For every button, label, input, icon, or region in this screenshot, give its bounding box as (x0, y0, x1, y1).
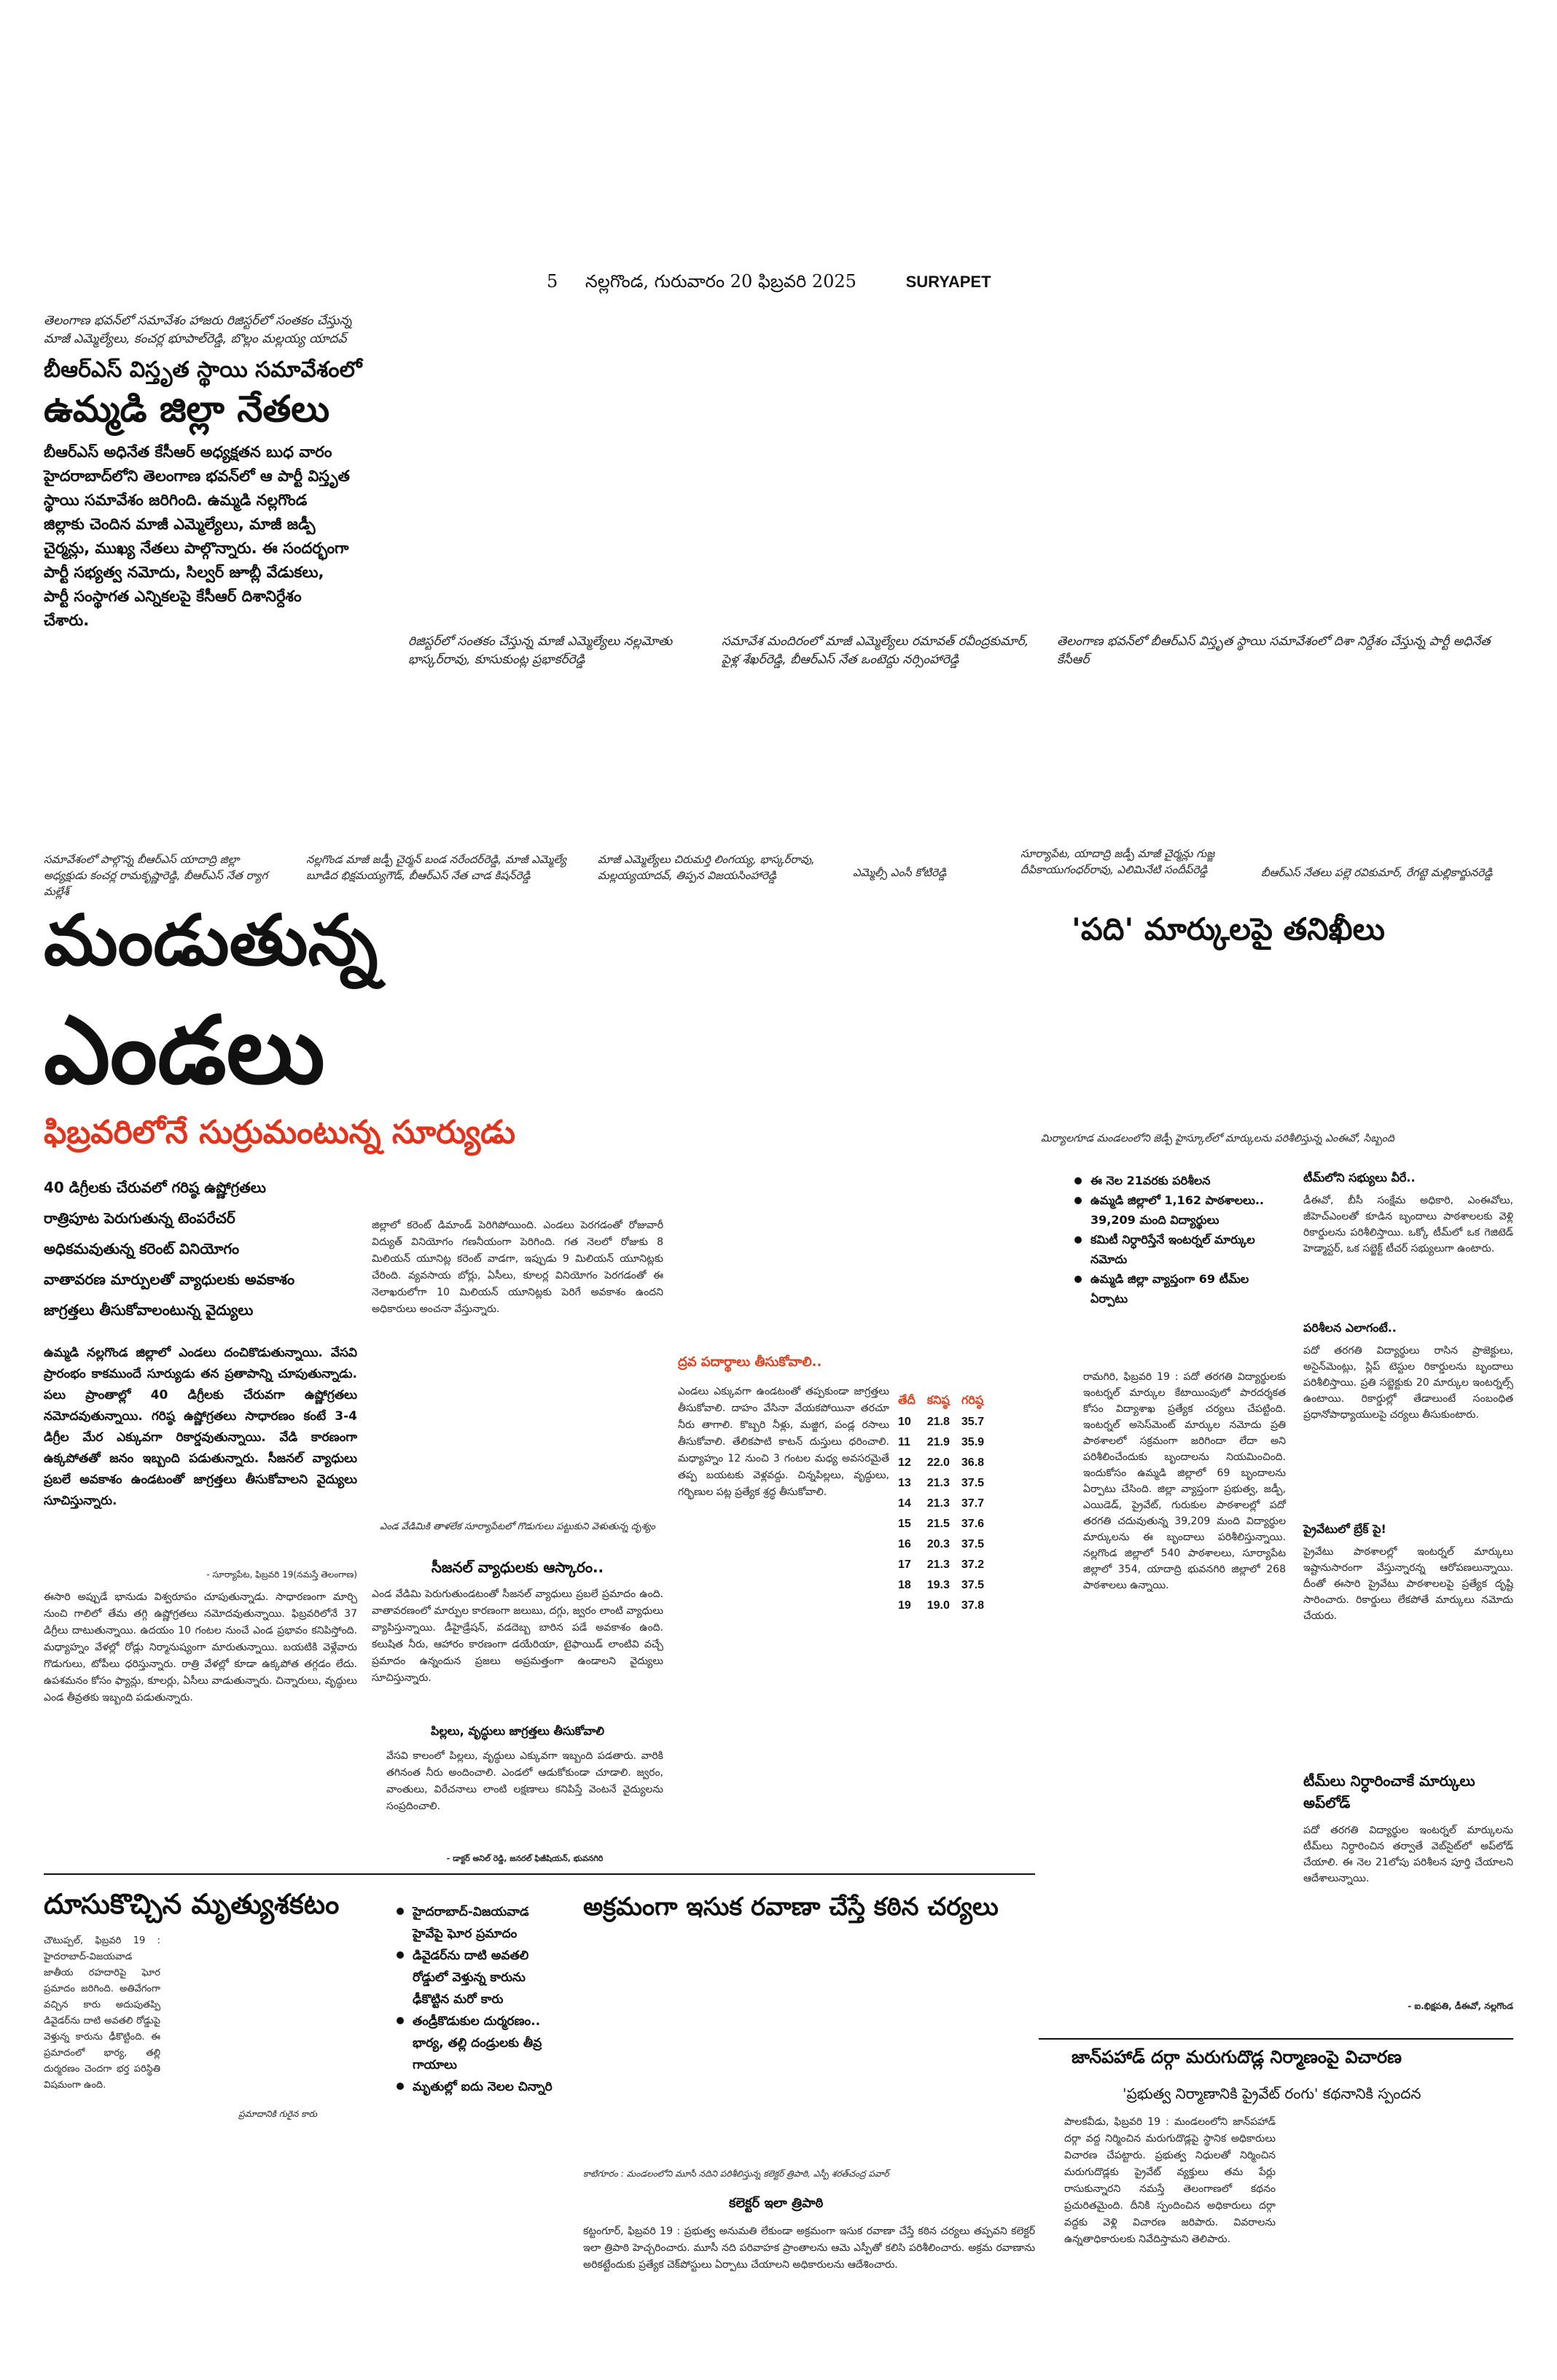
temp-table-header: తేదీ (898, 1394, 916, 1407)
temp-table-cell: 21.3 (926, 1558, 950, 1571)
temp-table-cell: 18 (898, 1579, 911, 1591)
temp-table-row (898, 1579, 996, 1599)
brs-lead-caption: తెలంగాణ భవన్‌లో సమావేశం హాజరు రిజిస్టర్‌లో సంతకం చేస్తున్న మాజీ ఎమ్మెల్యేలు, కంచర్ల భూపాల్‌రెడ్డి, బొల్లం మల్లయ్య యాదవ్ (44, 313, 352, 346)
temp-table-row (898, 1599, 996, 1620)
exams-bullet-2: ఉమ్మడి జిల్లాలో 1,162 పాఠశాలలు.. 39,209 మంది విద్యార్థులు (1072, 1190, 1283, 1230)
page-folio (547, 271, 991, 296)
exams-body: రామగిరి, ఫిబ్రవరి 19 : పదో తరగతి విద్యార్థులకు ఇంటర్నల్ మార్కుల కేటాయింపులో పారదర్శకత కోసం విద్యాశాఖ ప్రత్యేక చర్యలు చేపట్టింది. ఇంటర్నల్ అసెస్‌మెంట్ మార్కుల నమోదు ప్రతి పాఠశాలలో సక్రమంగా జరిగిందా లేదా అని పరిశీలించేందుకు బృందాలను నియమించింది. ఇందుకోసం ఉమ్మడి జిల్లాలో 69 బృందాలను ఏర్పాటు చేసింది. జిల్లా వ్యాప్తంగా ప్రభుత్వ, జడ్పీ, ఎయిడెడ్, ప్రైవేట్, గురుకుల పాఠశాలల్లో పదో తరగతి చదువుతున్న 39,209 మంది విద్యార్థుల మార్కులను ఈ బృందాలు పరిశీలిస్తున్నాయి. నల్లగొండ జిల్లాలో 540 పాఠశాలలు, సూర్యాపేట జిల్లాలో 354, యాదాద్రి భువనగిరి జిల్లాలో 268 పాఠశాలలు ఉన్నాయి. (1083, 1371, 1286, 1591)
sand-subhead: కలెక్టర్ ఇలా త్రిపాఠి (729, 2196, 824, 2211)
sand-headline: అక్రమంగా ఇసుక రవాణా చేస్తే కఠిన చర్యలు (583, 1892, 999, 1921)
exams-bullet-3: కమిటీ నిర్ధారిస్తేనే ఇంటర్నల్ మార్కుల నమోదు (1072, 1230, 1283, 1269)
dateline: నల్లగొండ, గురువారం 20 ఫిబ్రవరి 2025 (585, 271, 856, 292)
brs-row-caption-2: నల్లగొండ మాజీ జడ్పీ చైర్మన్ బండ నరేందర్‌రెడ్డి, మాజీ ఎమ్మెల్యే బూడిద భిక్షమయ్యగౌడ్, బీఆర్ఎస్ నేత చాడ కిషన్‌రెడ్డి (306, 853, 566, 882)
page-number: 5 (547, 271, 558, 292)
liquids-head: ద్రవ పదార్థాలు తీసుకోవాలి.. (678, 1354, 822, 1370)
temp-table-cell: 35.7 (961, 1416, 985, 1428)
temp-table-cell: 21.8 (926, 1416, 950, 1428)
accident-bullet-1: హైదరాబాద్-విజయవాడ హైవేపై ఘోర ప్రమాదం (394, 1901, 561, 1945)
accident-body: చౌటుప్పల్, ఫిబ్రవరి 19 : హైదరాబాద్-విజయవాడ జాతీయ రహదారిపై ఘోర ప్రమాదం జరిగింది. అతివేగంగా వచ్చిన కారు అదుపుతప్పి డివైడర్‌ను దాటి అవతలి రోడ్డుపై వెళ్తున్న కారును ఢీకొట్టింది. ఈ ప్రమాదంలో భార్య, తల్లి దుర్మరణం చెందగా భర్త పరిస్థితి విషమంగా ఉంది. (44, 1935, 160, 2091)
brs-row-caption-5: సూర్యాపేట, యాదాద్రి జడ్పీ మాజీ చైర్మన్లు గుజ్జ దీపికాయుగంధర్‌రావు, ఎలిమినేటి సందీప్‌రెడ్డి (1021, 847, 1215, 876)
temp-table-cell: 19.0 (926, 1599, 950, 1612)
exams-photo (1039, 962, 1513, 1123)
temp-table-cell: 19 (898, 1599, 911, 1612)
temp-table-row (898, 1416, 996, 1436)
temp-table-cell: 37.6 (961, 1518, 985, 1530)
temp-table-row (898, 1558, 996, 1579)
dargah-divider (1039, 2038, 1513, 2040)
accident-bullet-3: తండ్రీకొడుకుల దుర్మరణం.. భార్య, తల్లి దండ్రులకు తీవ్ర గాయాలు (394, 2010, 561, 2076)
temp-table-header: కనిష్ఠ (926, 1394, 950, 1407)
accident-headline: దూసుకొచ్చిన మృత్యుశకటం (44, 1888, 340, 1920)
brs-headline: ఉమ్మడి జిల్లా నేతలు (44, 388, 330, 430)
temp-table-cell: 36.8 (961, 1456, 985, 1469)
brs-row-caption-1: సమావేశంలో పాల్గొన్న బీఆర్ఎస్ యాదాద్రి జిల్లా అధ్యక్షుడు కంచర్ల రామకృష్ణారెడ్డి, బీఆర్ఎస్ నేత ర్యాగ మల్లేశ్ (44, 853, 268, 898)
brs-photo-caption-1: రిజిస్టర్‌లో సంతకం చేస్తున్న మాజీ ఎమ్మెల్యేలు నల్లమోతు భాస్కర్‌రావు, కూసుకుంట్ల ప్రభాకర్‌రెడ్డి (408, 634, 673, 667)
brs-photo-strip (379, 312, 1513, 628)
exams-bullets (1072, 1171, 1283, 1308)
brs-row-caption-4: ఎమ్మెల్సీ ఎంసీ కోటిరెడ్డి (853, 866, 947, 879)
section-divider (44, 1873, 1035, 1875)
temp-table-cell: 20.3 (926, 1538, 950, 1550)
temp-table-cell: 37.5 (961, 1579, 985, 1591)
temp-table-cell: 19.3 (926, 1579, 950, 1591)
upload-byline: - ఐ.భిక్షపతి, డీఈవో, నల్లగొండ (1408, 2001, 1513, 2011)
brs-photo-caption-2: సమావేశ మందిరంలో మాజీ ఎమ్మెల్యేలు రమావత్ రవీంద్రకుమార్, పైళ్ల శేఖర్‌రెడ్డి, బీఆర్ఎస్ నేత ఒంటెద్దు నర్సింహారెడ్డి (722, 634, 1029, 667)
teams-head: టీమ్‌లోని సభ్యులు వీరే.. (1303, 1171, 1416, 1185)
heat-headline-2: ఎండలు (44, 996, 325, 1105)
temp-table-row (898, 1538, 996, 1558)
accident-photo (172, 1933, 383, 2101)
temp-table-cell: 14 (898, 1497, 911, 1510)
brs-row-caption-6: బీఆర్ఎస్ నేతలు పల్లె రవికుమార్, రేగట్టె మల్లికార్జునరెడ్డి (1261, 866, 1493, 879)
private-body: ప్రైవేటు పాఠశాలల్లో ఇంటర్నల్ మార్కులు ఇష్టానుసారంగా వేస్తున్నారన్న ఆరోపణలున్నాయి. దీంతో ఈసారి ప్రైవేటు పాఠశాలలపై ప్రత్యేక దృష్టి సారించారు. రికార్డులు లేకపోతే మార్కులు నమోదు చేయరు. (1303, 1546, 1513, 1622)
temp-table-cell: 37.7 (961, 1497, 985, 1510)
exams-bullet-1: ఈ నెల 21వరకు పరిశీలన (1072, 1171, 1283, 1190)
temp-table-cell: 37.5 (961, 1538, 985, 1550)
process-head: పరిశీలన ఎలాగంటే.. (1303, 1321, 1397, 1335)
exams-bullet-4: ఉమ్మడి జిల్లా వ్యాప్తంగా 69 టీమ్‌ల ఏర్పాటు (1072, 1269, 1283, 1308)
sand-photo-caption: కాటిగూరం : మండలంలోని మూసీ నదిని పరిశీలిస్తున్న కలెక్టర్ త్రిపాఠి, ఎస్పీ శరత్‌చంద్ర పవార్ (583, 2169, 889, 2179)
heat-deck-3: అధికమవుతున్న కరెంట్ వినియోగం (44, 1240, 240, 1257)
temp-table-row (898, 1456, 996, 1477)
heat-decks (44, 1172, 364, 1325)
heat-byline: - సూర్యాపేట, ఫిబ్రవరి 19(నమస్తే తెలంగాణ) (206, 1569, 357, 1580)
temp-table-cell: 37.8 (961, 1599, 985, 1612)
exams-photo-caption: మిర్యాలగూడ మండలంలోని జెడ్పీ హైస్కూల్‌లో మార్కులను పరిశీలిస్తున్న ఎంఈవో, సిబ్బంది (1041, 1133, 1394, 1144)
temp-table-row (898, 1477, 996, 1497)
temp-table-cell: 21.9 (926, 1436, 950, 1448)
heat-body-2: జిల్లాలో కరెంట్ డిమాండ్ పెరిగిపోయింది. ఎండలు పెరగడంతో రోజువారీ విద్యుత్ వినియోగం గణనీయంగా పెరిగింది. గత నెలలో రోజుకు 8 మిలియన్ యూనిట్ల కరెంట్ వాడగా, ఇప్పుడు 9 మిలియన్ యూనిట్లకు చేరింది. వ్యవసాయ బోర్లు, ఏసీలు, కూలర్ల వినియోగం పెరగడంతో ఈ నెలాఖరులోగా 10 మిలియన్ యూనిట్లకు పెరిగే అవకాశం ఉందని అధికారులు అంచనా వేస్తున్నారు. (372, 1220, 663, 1315)
heat-photo (372, 1349, 663, 1494)
temp-table-cell: 12 (898, 1456, 911, 1469)
temp-table-cell: 15 (898, 1518, 911, 1530)
temp-table-cell: 21.5 (926, 1518, 950, 1530)
brs-body: బీఆర్ఎస్ అధినేత కేసీఆర్ అధ్యక్షతన బుధ వారం హైదరాబాద్‌లోని తెలంగాణ భవన్‌లో ఆ పార్టీ విస్తృత స్థాయి సమావేశం జరిగింది. ఉమ్మడి నల్లగొండ జిల్లాకు చెందిన మాజీ ఎమ్మెల్యేలు, మాజీ జడ్పీ చైర్మన్లు, ముఖ్య నేతలు పాల్గొన్నారు. ఈ సందర్భంగా పార్టీ సభ్యత్వ నమోదు, సిల్వర్ జూబ్లీ వేడుకలు, పార్టీ సంస్థాగత ఎన్నికలపై కేసీఆర్ దిశానిర్దేశం చేశారు. (44, 443, 350, 629)
temp-table-cell: 11 (898, 1436, 910, 1448)
temp-table-cell: 13 (898, 1477, 911, 1489)
temp-table-cell: 17 (898, 1558, 911, 1571)
teams-body: డీఈవో, బీసీ సంక్షేమ అధికారి, ఎంఈవోలు, జీహెచ్ఎంలతో కూడిన బృందాలు పాఠశాలలకు వెళ్లి రికార్డులను పరిశీలిస్తాయి. ఒక్కో టీమ్‌లో ఒక గెజిటెడ్ హెడ్మాస్టర్, ఒక సబ్జెక్ట్ టీచర్ సభ్యులుగా ఉంటారు. (1303, 1195, 1513, 1255)
upload-head: టీమ్‌లు నిర్ధారించాకే మార్కులు అప్‌లోడ్ (1303, 1772, 1475, 1811)
edition-name: SURYAPET (905, 273, 991, 291)
temp-table-cell: 10 (898, 1416, 911, 1428)
temp-table-cell: 37.5 (961, 1477, 985, 1489)
brs-kicker: బీఆర్ఎస్ విస్తృత స్థాయి సమావేశంలో (44, 357, 362, 383)
upload-body: పదో తరగతి విద్యార్థుల ఇంటర్నల్ మార్కులను టీమ్‌లు నిర్ధారించిన తర్వాతే వెబ్‌సైట్‌లో అప్‌లోడ్ చేయాలి. ఈ నెల 21లోపు పరిశీలన పూర్తి చేయాలని ఆదేశాలున్నాయి. (1303, 1825, 1513, 1884)
dargah-headline: జాన్‌పహాడ్ దర్గా మరుగుదొడ్ల నిర్మాణంపై విచారణ (1072, 2047, 1402, 2067)
process-body: పదో తరగతి విద్యార్థులు రాసిన ప్రాజెక్టులు, అసైన్‌మెంట్లు, స్లిప్ టెస్టుల రికార్డులను బృందాలు పరిశీలిస్తాయి. ప్రతి సబ్జెక్టుకు 20 మార్కుల ఇంటర్నల్స్ ఉంటాయి. రికార్డుల్లో తేడాలుంటే సంబంధిత ప్రధానోపాధ్యాయులపై చర్యలు తీసుకుంటారు. (1303, 1345, 1513, 1421)
heat-deck-4: వాతావరణ మార్పులతో వ్యాధులకు అవకాశం (44, 1271, 295, 1288)
temp-table-cell: 21.3 (926, 1497, 950, 1510)
seasonal-body: ఎండ వేడిమి పెరుగుతుండటంతో సీజనల్ వ్యాధులు ప్రబలే ప్రమాదం ఉంది. వాతావరణంలో మార్పుల కారణంగా జలుబు, దగ్గు, జ్వరం లాంటి వ్యాధులు వ్యాపిస్తున్నాయి. డీహైడ్రేషన్, వడదెబ్బ బారిన పడే అవకాశం ఉంది. కలుషిత నీరు, ఆహారం కారణంగా డయేరియా, టైఫాయిడ్ లాంటివి వచ్చే ప్రమాదం ఉన్నందున ప్రజలు అప్రమత్తంగా ఉండాలని వైద్యులు సూచిస్తున్నారు. (372, 1588, 663, 1684)
temp-table-header: గరిష్ఠ (961, 1394, 984, 1407)
kids-body: వేసవి కాలంలో పిల్లలు, వృద్ధులు ఎక్కువగా ఇబ్బంది పడతారు. వారికి తగినంత నీరు అందించాలి. ఎండలో ఆడుకోకుండా చూడాలి. జ్వరం, వాంతులు, విరేచనాలు లాంటి లక్షణాలు కనిపిస్తే వెంటనే వైద్యులను సంప్రదించాలి. (386, 1750, 663, 1812)
heat-subhead: ఫిబ్రవరిలోనే సుర్రుమంటున్న సూర్యుడు (44, 1114, 515, 1151)
heat-photo-caption: ఎండ వేడిమికి తాళలేక సూర్యాపేటలో గొడుగులు పట్టుకుని వెళుతున్న దృశ్యం (380, 1521, 655, 1532)
temperature-table (898, 1394, 996, 1620)
accident-bullet-2: డివైడర్‌ను దాటి అవతలి రోడ్డులో వెళ్తున్న కారును ఢీకొట్టిన మరో కారు (394, 1945, 561, 2010)
brs-row-caption-3: మాజీ ఎమ్మెల్యేలు చిరుమర్తి లింగయ్య, భాస్కర్‌రావు, మల్లయ్యయాదవ్, తిప్పన విజయసింహారెడ్డి (598, 853, 815, 882)
liquids-body: ఎండలు ఎక్కువగా ఉండటంతో తప్పకుండా జాగ్రత్తలు తీసుకోవాలి. దాహం వేసినా వేయకపోయినా తరచూ నీరు తాగాలి. కొబ్బరి నీళ్లు, మజ్జిగ, పండ్ల రసాలు తీసుకోవాలి. తేలికపాటి కాటన్ దుస్తులు ధరించాలి. మధ్యాహ్నం 12 నుంచి 3 గంటల మధ్య అవసరమైతే తప్ప బయటకు వెళ్లవద్దు. చిన్నపిల్లలు, వృద్ధులు, గర్భిణుల పట్ల ప్రత్యేక శ్రద్ధ తీసుకోవాలి. (678, 1386, 889, 1498)
brs-photo-row (44, 671, 1513, 846)
temp-table-cell: 16 (898, 1538, 911, 1550)
heat-deck-5: జాగ్రత్తలు తీసుకోవాలంటున్న వైద్యులు (44, 1301, 254, 1319)
heat-body-1: ఈసారి అప్పుడే భానుడు విశ్వరూపం చూపుతున్నాడు. సాధారణంగా మార్చి నుంచి గాలిలో తేమ తగ్గి ఉష్ణోగ్రతలు నమోదవుతున్నాయి. ఫిబ్రవరిలోనే 37 డిగ్రీలు దాటుతున్నాయి. ఉదయం 10 గంటల నుంచే ఎండ ప్రభావం కనిపిస్తోంది. మధ్యాహ్నం వేళల్లో రోడ్లు నిర్మానుష్యంగా మారుతున్నాయి. బయటికి వెళ్లేవారు గొడుగులు, టోపీలు ధరిస్తున్నారు. రాత్రి వేళల్లో కూడా ఉక్కపోత తగ్గడం లేదు. ఉపశమనం కోసం ఫ్యాన్లు, కూలర్లు, ఏసీలు వాడుతున్నారు. చిన్నారులు, వృద్ధులు ఎండ తీవ్రతకు ఇబ్బంది పడుతున్నారు. (44, 1591, 357, 1704)
exams-headline: 'పది' మార్కులపై తనిఖీలు (1072, 911, 1385, 947)
temp-table-row (898, 1497, 996, 1518)
accident-photo-caption: ప్రమాదానికి గురైన కారు (238, 2109, 317, 2119)
heat-deck-1: 40 డిగ్రీలకు చేరువలో గరిష్ఠ ఉష్ణోగ్రతలు (44, 1179, 266, 1196)
heat-headline-1: మండుతున్న (44, 900, 378, 981)
temp-table-cell: 22.0 (926, 1456, 950, 1469)
accident-bullets (394, 1901, 561, 2098)
temp-table-cell: 35.9 (961, 1436, 985, 1448)
sand-photo (583, 1939, 1035, 2158)
temp-table-cell: 21.3 (926, 1477, 950, 1489)
heat-deck-2: రాత్రిపూట పెరుగుతున్న టెంపరేచర్ (44, 1209, 235, 1227)
dargah-subhead: 'ప్రభుత్వ నిర్మాణానికి ప్రైవేట్ రంగు' కథనానికి స్పందన (1123, 2085, 1421, 2102)
temp-table-row (898, 1436, 996, 1456)
kids-byline: - డాక్టర్ అనిల్ రెడ్డి, జనరల్ ఫిజీషియన్, భువనగిరి (446, 1854, 604, 1863)
temp-table-cell: 37.2 (961, 1558, 985, 1571)
kids-head: పిల్లలు, వృద్ధులు జాగ్రత్తలు తీసుకోవాలి (430, 1724, 605, 1738)
temp-table-row (898, 1518, 996, 1538)
dargah-photo (1290, 2114, 1513, 2194)
seasonal-head: సీజనల్ వ్యాధులకు ఆస్కారం.. (431, 1558, 604, 1576)
accident-bullet-4: మృతుల్లో ఐదు నెలల చిన్నారి (394, 2076, 561, 2098)
private-head: ప్రైవేటులో బ్రేక్ పై! (1303, 1522, 1386, 1536)
brs-photo-caption-3: తెలంగాణ భవన్‌లో బీఆర్ఎస్ విస్తృత స్థాయి సమావేశంలో దిశా నిర్దేశం చేస్తున్న పార్టీ అధినేత కేసీఆర్ (1057, 634, 1491, 667)
heat-intro: ఉమ్మడి నల్లగొండ జిల్లాలో ఎండలు దంచికొడుతున్నాయి. వేసవి ప్రారంభం కాకముందే సూర్యుడు తన ప్రతాపాన్ని చూపుతున్నాడు. పలు ప్రాంతాల్లో 40 డిగ్రీలకు చేరువగా ఉష్ణోగ్రతలు నమోదవుతున్నాయి. గరిష్ఠ ఉష్ణోగ్రతలు సాధారణం కంటే 3-4 డిగ్రీల మేర ఎక్కువగా రికార్డవుతున్నాయి. వేడి కారణంగా ఉక్కపోతతో జనం ఇబ్బంది పడుతున్నారు. సీజనల్ వ్యాధులు ప్రబలే అవకాశం ఉండటంతో జాగ్రత్తలు తీసుకోవాలని వైద్యులు సూచిస్తున్నారు. (44, 1346, 357, 1508)
dargah-body: పాలకవీడు, ఫిబ్రవరి 19 : మండలంలోని జాన్‌పహాడ్ దర్గా వద్ద నిర్మించిన మరుగుదొడ్లపై స్థానిక అధికారులు విచారణ చేపట్టారు. ప్రభుత్వ నిధులతో నిర్మించిన మరుగుదొడ్లకు ప్రైవేట్ వ్యక్తులు తమ పేర్లు రాసుకున్నారని నమస్తే తెలంగాణలో కథనం ప్రచురితమైంది. దీనికి స్పందించిన అధికారులు దర్గా వద్దకు వెళ్లి విచారణ జరిపారు. వివరాలను ఉన్నతాధికారులకు నివేదిస్తామని తెలిపారు. (1064, 2116, 1276, 2245)
sand-body: కట్టంగూర్, ఫిబ్రవరి 19 : ప్రభుత్వ అనుమతి లేకుండా అక్రమంగా ఇసుక రవాణా చేస్తే కఠిన చర్యలు తప్పవని కలెక్టర్ ఇలా త్రిపాఠి హెచ్చరించారు. మూసీ నది పరివాహక ప్రాంతాలను ఆమె ఎస్పీతో కలిసి పరిశీలించారు. అక్రమ రవాణాను అరికట్టేందుకు ప్రత్యేక చెక్‌పోస్టులు ఏర్పాటు చేయాలని అధికారులను ఆదేశించారు. (583, 2225, 1035, 2271)
